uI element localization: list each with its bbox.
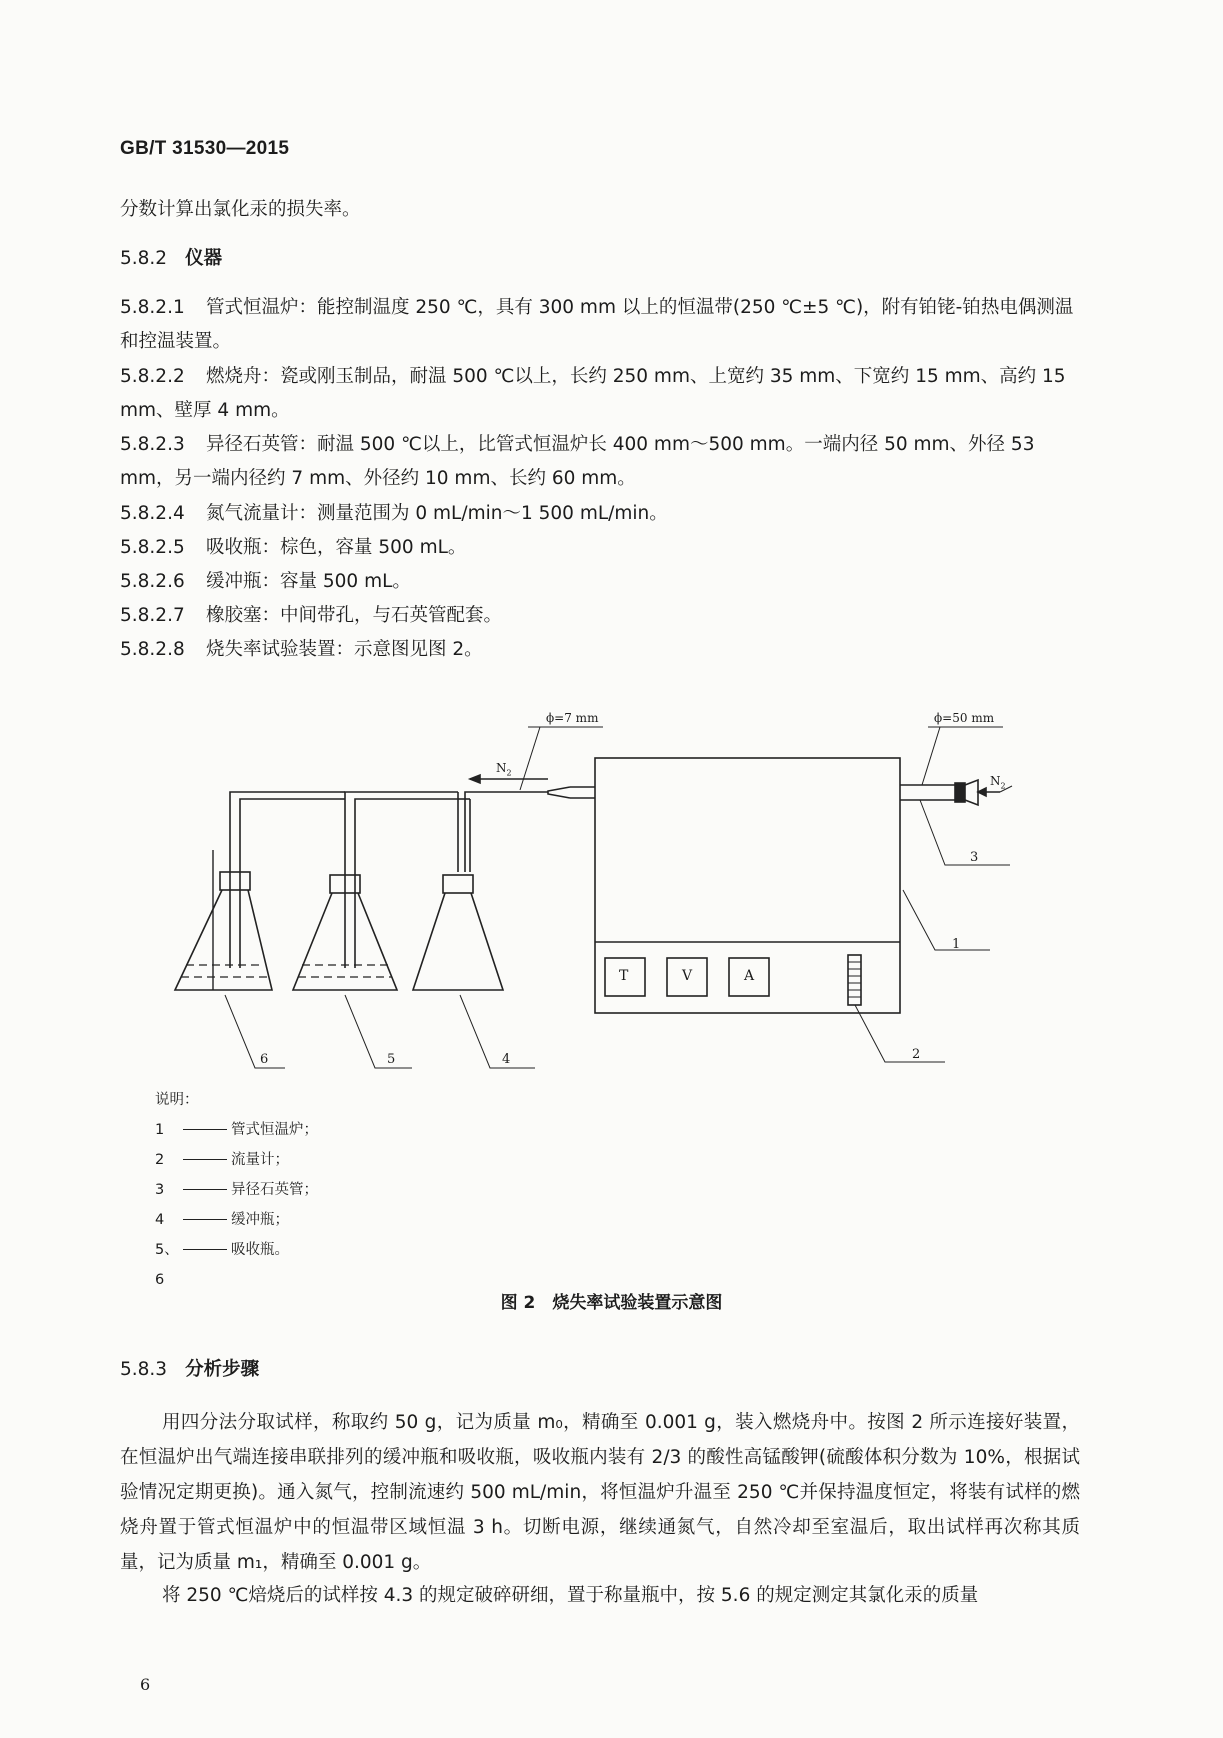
clause-text: 燃烧舟：瓷或刚玉制品，耐温 500 ℃以上，长约 250 mm、上宽约 35 mm、下宽约 15 mm、高约 15 mm、壁厚 4 mm。 <box>120 366 1066 421</box>
callout-leader-1 <box>903 890 990 950</box>
clause-number: 5.8.2.8 <box>120 639 185 660</box>
callout-6: 6 <box>260 1052 269 1067</box>
clause-number: 5.8.2.4 <box>120 503 185 524</box>
label-diameter-small: ϕ=7 mm <box>546 711 599 725</box>
intro-line: 分数计算出氯化汞的损失率。 <box>120 199 361 220</box>
clause-number: 5.8.2.7 <box>120 605 185 626</box>
legend-item: 3 异径石英管； <box>155 1175 318 1205</box>
clause-text: 氮气流量计：测量范围为 0 mL/min～1 500 mL/min。 <box>206 503 668 524</box>
absorption-flask-6 <box>175 850 272 990</box>
section-heading-5-8-3 <box>120 1355 259 1381</box>
legend-item: 5、6 吸收瓶。 <box>155 1235 318 1295</box>
callout-2: 2 <box>912 1047 921 1062</box>
callout-5: 5 <box>387 1052 396 1067</box>
clause-5-8-2-6 <box>120 565 1080 599</box>
clause-number: 5.8.2.2 <box>120 366 185 387</box>
clause-number: 5.8.2.5 <box>120 537 185 558</box>
callout-leader-6 <box>225 995 285 1068</box>
clause-text: 管式恒温炉：能控制温度 250 ℃，具有 300 mm 以上的恒温带(250 ℃±5 ℃)，附有铂铑-铂热电偶测温和控温装置。 <box>120 297 1074 352</box>
legend-title: 说明： <box>155 1092 199 1108</box>
clause-number: 5.8.2.3 <box>120 434 185 455</box>
callout-1: 1 <box>952 937 961 952</box>
label-n2-inlet: $N_2$ <box>990 774 1006 791</box>
clause-text: 烧失率试验装置：示意图见图 2。 <box>206 639 483 660</box>
callout-3: 3 <box>970 850 979 865</box>
label-n2-outlet: $N_2$ <box>496 761 512 778</box>
clause-number: 5.8.2.1 <box>120 297 185 318</box>
callout-leader-5 <box>345 995 412 1068</box>
figure-caption: 图 2 烧失率试验装置示意图 <box>500 1293 723 1313</box>
procedure-paragraph-1: 用四分法分取试样，称取约 50 g，记为质量 m₀，精确至 0.001 g，装入燃烧舟中。按图 2 所示连接好装置，在恒温炉出气端连接串联排列的缓冲瓶和吸收瓶，吸收瓶内装有 2/3 的酸性高锰酸钾(硫酸体积分数为 10%，根据试验情况定期更换)。通入氮气，控制流速约 500 mL/min，将恒温炉升温至 250 ℃并保持温度恒定，将装有试样的燃烧舟置于管式恒温炉中的恒温带区域恒温 3 h。切断电源，继续通氮气，自然冷却至室温后，取出试样再次称其质量，记为质量 m₁，精确至 0.001 g。 <box>120 1412 1080 1573</box>
section-number: 5.8.2 <box>120 248 168 269</box>
buffer-flask-4 <box>413 875 503 990</box>
clause-text: 异径石英管：耐温 500 ℃以上，比管式恒温炉长 400 mm～500 mm。一端内径 50 mm、外径 53 mm，另一端内径约 7 mm、外径约 10 mm、长约 60 mm。 <box>120 434 1035 489</box>
quartz-tube <box>548 780 978 805</box>
legend-item: 1 管式恒温炉； <box>155 1115 318 1145</box>
meter-label-v: V <box>682 968 693 984</box>
clause-text: 吸收瓶：棕色，容量 500 mL。 <box>206 537 467 558</box>
figure-legend <box>155 1085 318 1295</box>
procedure-paragraph-2: 将 250 ℃焙烧后的试样按 4.3 的规定破碎研细，置于称量瓶中，按 5.6 的规定测定其氯化汞的质量 <box>162 1585 979 1606</box>
connecting-tubes <box>465 792 548 872</box>
callout-leader-4 <box>460 995 535 1068</box>
section-title: 分析步骤 <box>185 1359 260 1380</box>
legend-item: 4 缓冲瓶； <box>155 1205 318 1235</box>
apparatus-diagram <box>0 700 1223 1080</box>
meter-label-a: A <box>744 968 755 984</box>
section-number: 5.8.3 <box>120 1359 168 1380</box>
clause-5-8-2-5 <box>120 531 1080 565</box>
callout-leader-3 <box>920 800 1010 865</box>
callout-4: 4 <box>502 1052 511 1067</box>
clause-5-8-2-2 <box>120 360 1080 428</box>
clause-5-8-2-4 <box>120 497 1080 531</box>
standard-code: GB/T 31530—2015 <box>120 138 290 159</box>
section-heading-5-8-2 <box>120 244 222 270</box>
label-diameter-large: ϕ=50 mm <box>934 711 995 725</box>
meter-label-t: T <box>619 968 629 984</box>
clause-5-8-2-3 <box>120 428 1080 496</box>
clause-text: 橡胶塞：中间带孔，与石英管配套。 <box>206 605 503 626</box>
clause-5-8-2-8 <box>120 633 1080 667</box>
section-title: 仪器 <box>185 248 223 269</box>
legend-item: 2 流量计； <box>155 1145 318 1175</box>
page-number: 6 <box>140 1675 151 1694</box>
flowmeter-icon <box>848 955 861 1005</box>
clause-5-8-2-7 <box>120 599 1080 633</box>
clause-text: 缓冲瓶：容量 500 mL。 <box>206 571 411 592</box>
clause-5-8-2-1 <box>120 291 1080 359</box>
clause-number: 5.8.2.6 <box>120 571 185 592</box>
